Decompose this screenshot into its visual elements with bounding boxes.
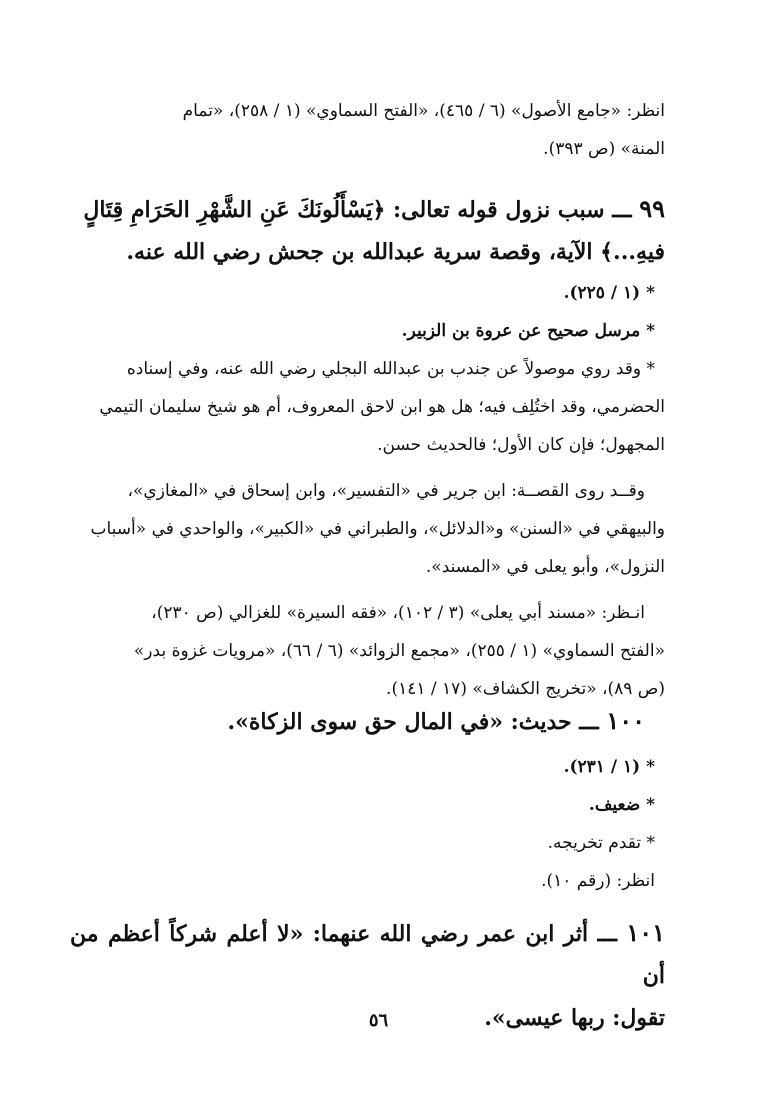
- heading-line: فيهِ...﴾ الآية، وقصة سرية عبدالله بن جحش رضي الله عنه.: [126, 239, 665, 265]
- grade-text: * مرسل صحيح عن عروة بن الزبير.: [401, 321, 655, 341]
- entry-100-heading: ١٠٠ ـــ حديث: «في المال حق سوى الزكاة».: [227, 706, 645, 735]
- page-number: ٥٦: [368, 1010, 389, 1031]
- note-text: * تقدم تخريجه.: [547, 833, 655, 853]
- paragraph-line: * وقد روي موصولاً عن جندب بن عبدالله البجلي رضي الله عنه، وفي إسناده: [126, 359, 655, 379]
- heading-line: تقول: ربها عيسى».: [484, 1005, 665, 1031]
- reference-line: انـظر: «مسند أبي يعلى» (٣ / ١٠٢)، «فقه السيرة» للغزالي (ص ٢٣٠)،: [151, 603, 645, 623]
- entry-number: ١٠١: [626, 918, 665, 947]
- reference-line: انظر: «جامع الأصول» (٦ / ٤٦٥)، «الفتح السماوي» (١ / ٢٥٨)، «تمام: [182, 101, 665, 121]
- entry-number: ٩٩: [639, 194, 665, 223]
- reference-top: [70, 92, 665, 168]
- reference-line: «الفتح السماوي» (١ / ٢٥٥)، «مجمع الزوائد» (٦ / ٦٦)، «مرويات غزوة بدر»: [133, 641, 665, 661]
- reference-line: انظر: (رقم ١٠).: [541, 871, 655, 891]
- volume-ref: * (١ / ٢٣١).: [563, 757, 655, 777]
- heading-line: ٩٩ ـــ سبب نزول قوله تعالى: ﴿يَسْأَلُونَكَ عَنِ الشَّهْرِ الحَرَامِ قِتَالٍ: [83, 194, 665, 223]
- grade-text: * ضعيف.: [588, 795, 655, 815]
- paragraph-line: المجهول؛ فإن كان الأول؛ فالحديث حسن.: [377, 435, 665, 455]
- reference-line: (ص ٨٩)، «تخريج الكشاف» (١٧ / ١٤١).: [386, 679, 665, 699]
- paragraph-line: وقــد روى القصــة: ابن جرير في «التفسير»، وابن إسحاق في «المغازي»،: [127, 481, 645, 501]
- paragraph-line: الحضرمي، وقد اختُلِف فيه؛ هل هو ابن لاحق المعروف، أم هو شيخ سليمان التيمي: [99, 397, 665, 417]
- heading-line: ١٠١ ـــ أثر ابن عمر رضي الله عنهما: «لا أعلم شركاً أعظم من أن: [70, 918, 665, 989]
- paragraph-line: النزول»، وأبو يعلى في «المسند».: [425, 557, 665, 577]
- entry-99-body: [70, 274, 665, 708]
- volume-ref: * (١ / ٢٢٥).: [563, 283, 655, 303]
- entry-99-heading: [70, 188, 665, 273]
- entry-100-body: [70, 748, 655, 900]
- paragraph-line: والبيهقي في «السنن» و«الدلائل»، والطبراني في «الكبير»، والواحدي في «أسباب: [90, 519, 665, 539]
- reference-line: المنة» (ص ٣٩٣).: [543, 139, 665, 159]
- entry-number: ١٠٠: [606, 706, 645, 735]
